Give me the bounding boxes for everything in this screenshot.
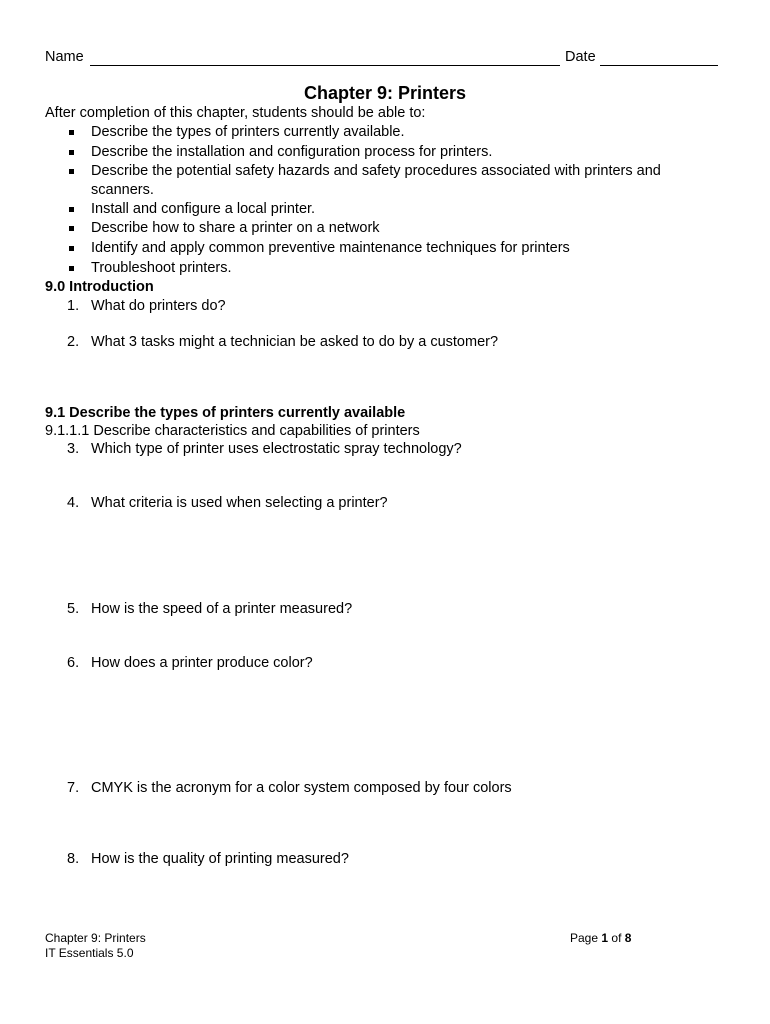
question-number: 5. bbox=[67, 601, 80, 617]
question-number: 3. bbox=[67, 441, 80, 457]
question-number: 2. bbox=[67, 334, 80, 350]
question-text: How is the speed of a printer measured? bbox=[91, 601, 353, 617]
footer-chapter: Chapter 9: Printers bbox=[45, 931, 146, 945]
bullet-icon bbox=[69, 246, 74, 251]
question-text: Which type of printer uses electrostatic spray technology? bbox=[91, 441, 462, 457]
question-text: What criteria is used when selecting a printer? bbox=[91, 495, 388, 511]
question-number: 8. bbox=[67, 851, 80, 867]
bullet-icon bbox=[69, 226, 74, 231]
question-text: What do printers do? bbox=[91, 298, 226, 314]
list-item: Describe the installation and configuration process for printers. bbox=[91, 144, 493, 160]
name-label: Name bbox=[45, 49, 84, 65]
list-item: Describe the potential safety hazards and safety procedures associated with printers and bbox=[91, 163, 661, 179]
intro-text: After completion of this chapter, students should be able to: bbox=[45, 105, 426, 121]
list-item: Identify and apply common preventive maintenance techniques for printers bbox=[91, 240, 570, 256]
question-number: 1. bbox=[67, 298, 80, 314]
section-heading-intro: 9.0 Introduction bbox=[45, 279, 154, 295]
date-label: Date bbox=[565, 49, 596, 65]
question-number: 7. bbox=[67, 780, 80, 796]
list-item-continuation: scanners. bbox=[91, 182, 154, 198]
question-text: CMYK is the acronym for a color system composed by four colors bbox=[91, 780, 512, 796]
page-number bbox=[570, 931, 631, 945]
name-field-line[interactable] bbox=[90, 51, 560, 66]
question-text: How does a printer produce color? bbox=[91, 655, 313, 671]
list-item: Describe the types of printers currently available. bbox=[91, 124, 405, 140]
footer-course: IT Essentials 5.0 bbox=[45, 946, 134, 960]
page-of: of bbox=[611, 931, 622, 945]
page-total: 8 bbox=[624, 931, 632, 945]
subsection-heading: 9.1.1.1 Describe characteristics and capabilities of printers bbox=[45, 423, 420, 439]
page-prefix: Page bbox=[570, 931, 599, 945]
bullet-icon bbox=[69, 169, 74, 174]
question-text: What 3 tasks might a technician be asked to do by a customer? bbox=[91, 334, 499, 350]
list-item: Install and configure a local printer. bbox=[91, 201, 316, 217]
bullet-icon bbox=[69, 130, 74, 135]
page-current: 1 bbox=[601, 931, 609, 945]
bullet-icon bbox=[69, 266, 74, 271]
question-number: 4. bbox=[67, 495, 80, 511]
question-text: How is the quality of printing measured? bbox=[91, 851, 349, 867]
page-title: Chapter 9: Printers bbox=[303, 83, 467, 103]
list-item: Describe how to share a printer on a network bbox=[91, 220, 380, 236]
section-heading-types: 9.1 Describe the types of printers currently available bbox=[45, 405, 406, 421]
bullet-icon bbox=[69, 207, 74, 212]
date-field-line[interactable] bbox=[600, 51, 718, 66]
bullet-icon bbox=[69, 150, 74, 155]
list-item: Troubleshoot printers. bbox=[91, 260, 232, 276]
question-number: 6. bbox=[67, 655, 80, 671]
